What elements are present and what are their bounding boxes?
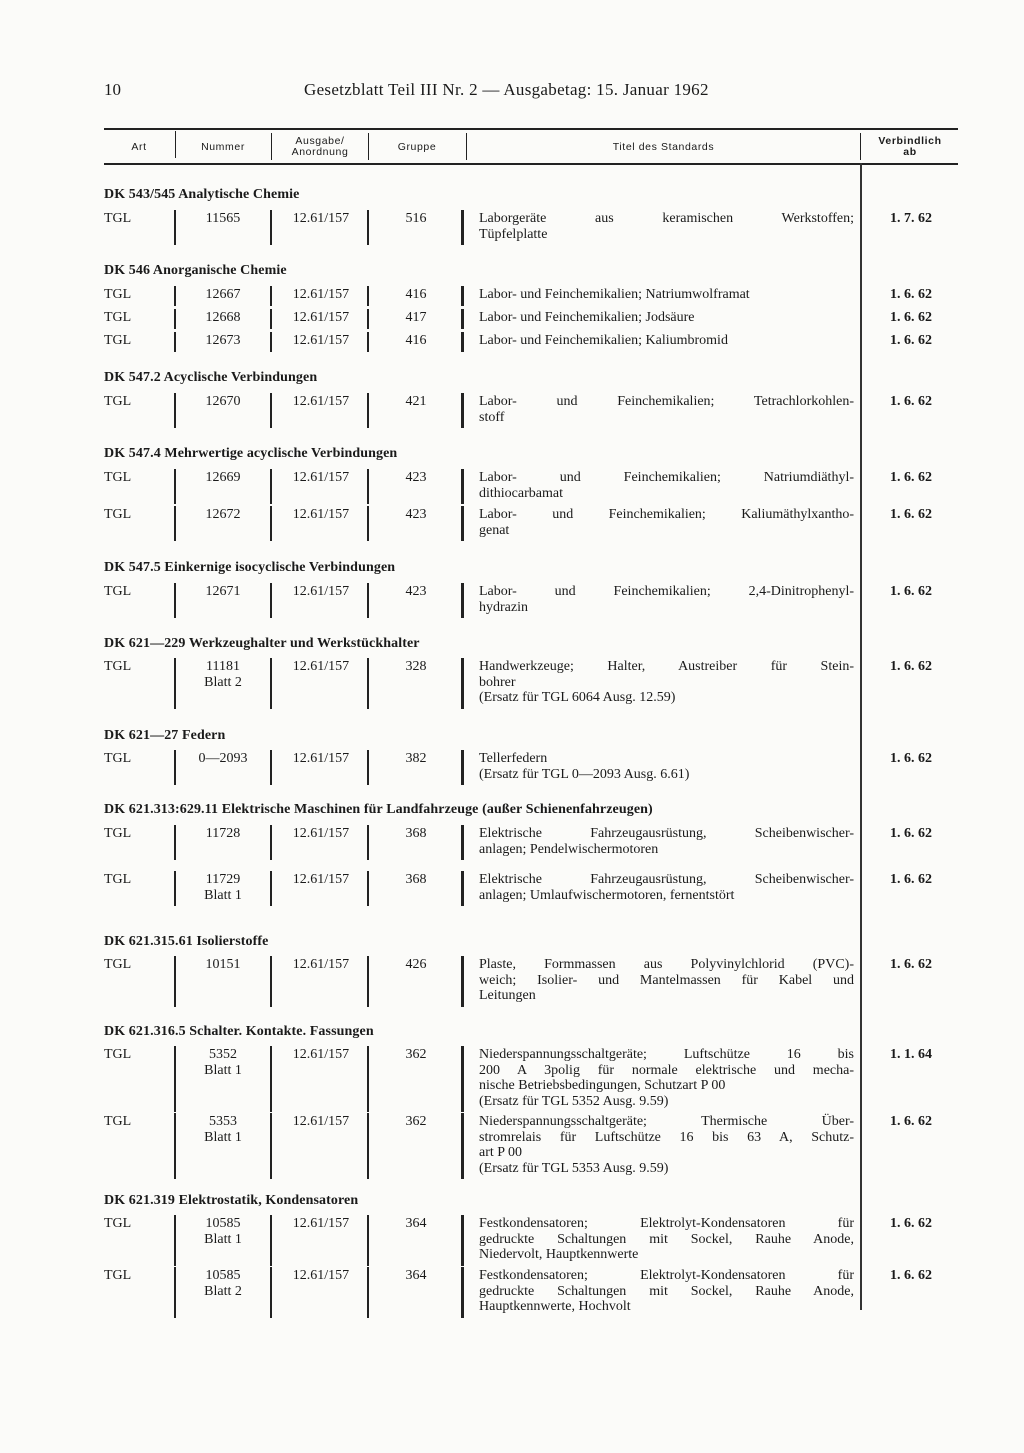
column-rule (174, 750, 176, 785)
verbindlich-column-rule (860, 163, 862, 1310)
art-cell: TGL (104, 584, 132, 599)
verbindlich-cell: 1. 6. 62 (890, 310, 932, 325)
titel-line: Niederspannungsschaltgeräte; Thermische Über- (479, 1114, 854, 1129)
verbindlich-cell: 1. 6. 62 (890, 872, 932, 887)
verbindlich-cell: 1. 7. 62 (890, 211, 932, 226)
ausgabe-cell: 12.61/157 (292, 872, 350, 887)
column-rule (461, 1046, 464, 1112)
titel-line: Festkondensatoren; Elektrolyt-Kondensatoren für (479, 1268, 854, 1283)
titel-cell (479, 826, 854, 857)
ausgabe-cell: 12.61/157 (292, 1114, 350, 1129)
column-header-titel: Titel des Standards (612, 140, 715, 153)
titel-line: Labor- und Feinchemikalien; Tetrachlorkohlen- (479, 394, 854, 409)
group-heading: DK 621.315.61 Isolierstoffe (104, 934, 269, 949)
gruppe-cell: 328 (405, 659, 427, 674)
verbindlich-cell: 1. 6. 62 (890, 394, 932, 409)
column-rule (174, 286, 176, 306)
gruppe-cell: 416 (405, 333, 427, 348)
column-rule (461, 332, 464, 352)
blatt-label: Blatt 2 (204, 1284, 242, 1299)
column-rule (174, 825, 176, 860)
column-rule (367, 956, 369, 1007)
gruppe-cell: 364 (405, 1268, 427, 1283)
blatt-label: Blatt 1 (204, 1063, 242, 1078)
column-rule (367, 393, 369, 428)
titel-line: Elektrische Fahrzeugausrüstung, Scheibenwischer- (479, 826, 854, 841)
verbindlich-cell: 1. 6. 62 (890, 826, 932, 841)
standard-number: 0—2093 (198, 751, 248, 766)
art-cell: TGL (104, 659, 132, 674)
gruppe-cell: 417 (405, 310, 427, 325)
art-cell: TGL (104, 1047, 132, 1062)
gruppe-cell: 516 (405, 211, 427, 226)
standard-number: 11728 (205, 826, 241, 841)
verbindlich-cell: 1. 6. 62 (890, 751, 932, 766)
column-header-verbindlich: Verbindlich ab (878, 135, 942, 158)
gruppe-cell: 364 (405, 1216, 427, 1231)
column-rule (174, 1267, 176, 1318)
nummer-cell (176, 394, 270, 410)
column-rule (270, 1215, 272, 1266)
nummer-cell (176, 211, 270, 227)
ausgabe-cell: 12.61/157 (292, 470, 350, 485)
group-heading: DK 547.4 Mehrwertige acyclische Verbindungen (104, 446, 398, 461)
titel-line: hydrazin (479, 599, 528, 615)
gruppe-cell: 362 (405, 1047, 427, 1062)
column-divider (860, 133, 861, 160)
nummer-cell (176, 872, 270, 904)
ausgabe-cell: 12.61/157 (292, 394, 350, 409)
column-rule (270, 825, 272, 860)
column-rule (270, 658, 272, 709)
column-rule (461, 1267, 464, 1318)
titel-line: genat (479, 522, 510, 538)
titel-line: Labor- und Feinchemikalien; 2,4-Dinitrophenyl- (479, 584, 854, 599)
column-rule (367, 1046, 369, 1112)
ausgabe-cell: 12.61/157 (292, 211, 350, 226)
verbindlich-cell: 1. 1. 64 (890, 1047, 932, 1062)
column-rule (174, 1215, 176, 1266)
nummer-cell (176, 507, 270, 523)
titel-cell (479, 394, 854, 425)
group-heading: DK 621—27 Federn (104, 728, 226, 743)
column-rule (461, 1215, 464, 1266)
column-rule (461, 393, 464, 428)
nummer-cell (176, 1047, 270, 1079)
gruppe-cell: 423 (405, 584, 427, 599)
standard-number: 5352 (209, 1047, 237, 1062)
column-rule (270, 210, 272, 245)
art-cell: TGL (104, 507, 132, 522)
column-rule (367, 506, 369, 541)
column-rule (270, 871, 272, 906)
standard-number: 10585 (205, 1216, 241, 1231)
art-cell: TGL (104, 872, 132, 887)
art-cell: TGL (104, 470, 132, 485)
art-cell: TGL (104, 957, 132, 972)
titel-line: Plaste, Formmassen aus Polyvinylchlorid (PVC)- (479, 957, 854, 972)
nummer-cell (176, 310, 270, 326)
titel-line: Festkondensatoren; Elektrolyt-Kondensatoren für (479, 1216, 854, 1231)
standard-number: 12671 (205, 584, 241, 599)
titel-line: (Ersatz für TGL 5353 Ausg. 9.59) (479, 1160, 669, 1176)
nummer-cell (176, 1114, 270, 1146)
column-rule (270, 286, 272, 306)
art-cell: TGL (104, 751, 132, 766)
ausgabe-cell: 12.61/157 (292, 287, 350, 302)
group-heading: DK 543/545 Analytische Chemie (104, 187, 300, 202)
ausgabe-cell: 12.61/157 (292, 826, 350, 841)
column-rule (174, 506, 176, 541)
titel-line: (Ersatz für TGL 5352 Ausg. 9.59) (479, 1093, 669, 1109)
titel-line: art P 00 (479, 1145, 523, 1160)
column-rule (461, 469, 464, 504)
blatt-label: Blatt 1 (204, 1130, 242, 1145)
group-heading: DK 621.319 Elektrostatik, Kondensatoren (104, 1193, 359, 1208)
verbindlich-cell: 1. 6. 62 (890, 507, 932, 522)
gruppe-cell: 368 (405, 826, 427, 841)
group-heading: DK 621—229 Werkzeughalter und Werkstückhalter (104, 636, 420, 651)
blatt-label: Blatt 2 (204, 675, 242, 690)
column-header-art: Art (131, 140, 147, 153)
ausgabe-cell: 12.61/157 (292, 957, 350, 972)
column-rule (367, 210, 369, 245)
verbindlich-cell: 1. 6. 62 (890, 333, 932, 348)
titel-line: Niedervolt, Hauptkennwerte (479, 1247, 639, 1262)
column-rule (367, 825, 369, 860)
nummer-cell (176, 1216, 270, 1248)
column-rule (461, 309, 464, 329)
group-heading: DK 546 Anorganische Chemie (104, 263, 287, 278)
column-rule (270, 469, 272, 504)
nummer-cell (176, 826, 270, 842)
standard-number: 11565 (205, 211, 241, 226)
column-rule (270, 332, 272, 352)
column-rule (461, 825, 464, 860)
column-rule (461, 286, 464, 306)
column-rule (367, 1215, 369, 1266)
standard-number: 11181 (206, 659, 240, 674)
titel-cell (479, 584, 854, 615)
column-rule (461, 750, 464, 785)
standard-number: 12668 (205, 310, 241, 325)
titel-cell (479, 287, 854, 303)
column-rule (174, 393, 176, 428)
titel-line: Labor- und Feinchemikalien; Natriumwolframat (479, 287, 750, 302)
column-header-nummer: Nummer (201, 140, 245, 153)
titel-cell (479, 507, 854, 538)
gruppe-cell: 426 (405, 957, 427, 972)
gruppe-cell: 382 (405, 751, 427, 766)
titel-line: bohrer (479, 674, 516, 690)
group-heading: DK 621.316.5 Schalter. Kontakte. Fassungen (104, 1024, 374, 1039)
column-rule (174, 1113, 176, 1179)
art-cell: TGL (104, 1216, 132, 1231)
ausgabe-cell: 12.61/157 (292, 507, 350, 522)
group-heading: DK 621.313:629.11 Elektrische Maschinen für Landfahrzeuge (außer Schienenfahrzeugen) (104, 802, 653, 817)
ausgabe-cell: 12.61/157 (292, 584, 350, 599)
titel-line: Labor- und Feinchemikalien; Natriumdiäthyl- (479, 470, 854, 485)
art-cell: TGL (104, 211, 132, 226)
column-header-gruppe: Gruppe (397, 140, 437, 153)
group-heading: DK 547.5 Einkernige isocyclische Verbindungen (104, 560, 396, 575)
column-rule (461, 956, 464, 1007)
titel-cell (479, 1047, 854, 1109)
art-cell: TGL (104, 333, 132, 348)
nummer-cell (176, 333, 270, 349)
column-rule (367, 1267, 369, 1318)
titel-line: anlagen; Umlaufwischermotoren, fernentstört (479, 887, 735, 903)
column-rule (461, 210, 464, 245)
verbindlich-cell: 1. 6. 62 (890, 584, 932, 599)
verbindlich-cell: 1. 6. 62 (890, 1216, 932, 1231)
column-header-ausgabe: Ausgabe/ Anordnung (291, 135, 349, 158)
nummer-cell (176, 751, 270, 767)
titel-line: gedruckte Schaltungen mit Sockel, Rauhe Anode, (479, 1283, 854, 1299)
column-rule (174, 1046, 176, 1112)
column-rule (367, 332, 369, 352)
column-rule (174, 210, 176, 245)
art-cell: TGL (104, 1114, 132, 1129)
column-rule (461, 871, 464, 906)
nummer-cell (176, 659, 270, 691)
column-rule (174, 871, 176, 906)
gruppe-cell: 423 (405, 507, 427, 522)
nummer-cell (176, 957, 270, 973)
titel-cell (479, 751, 854, 782)
art-cell: TGL (104, 287, 132, 302)
gruppe-cell: 421 (405, 394, 427, 409)
art-cell: TGL (104, 310, 132, 325)
titel-cell (479, 957, 854, 1004)
column-rule (367, 309, 369, 329)
ausgabe-cell: 12.61/157 (292, 659, 350, 674)
running-title: Gesetzblatt Teil III Nr. 2 — Ausgabetag: 15. Januar 1962 (304, 80, 709, 99)
column-rule (270, 1113, 272, 1179)
titel-cell (479, 1216, 854, 1263)
titel-cell (479, 470, 854, 501)
standard-number: 12667 (205, 287, 241, 302)
blatt-label: Blatt 1 (204, 1232, 242, 1247)
ausgabe-cell: 12.61/157 (292, 333, 350, 348)
standard-number: 12670 (205, 394, 241, 409)
column-rule (461, 583, 464, 618)
titel-line: nische Betriebsbedingungen, Schutzart P 00 (479, 1078, 726, 1093)
column-rule (461, 506, 464, 541)
column-rule (270, 583, 272, 618)
titel-line: Elektrische Fahrzeugausrüstung, Scheibenwischer- (479, 872, 854, 887)
titel-cell (479, 310, 854, 326)
titel-cell (479, 1114, 854, 1176)
ausgabe-cell: 12.61/157 (292, 1216, 350, 1231)
standard-number: 12673 (205, 333, 241, 348)
verbindlich-cell: 1. 6. 62 (890, 287, 932, 302)
standard-number: 11729 (205, 872, 241, 887)
column-rule (270, 956, 272, 1007)
ausgabe-cell: 12.61/157 (292, 1047, 350, 1062)
column-rule (367, 750, 369, 785)
column-rule (270, 1046, 272, 1112)
titel-line: stoff (479, 409, 505, 425)
gruppe-cell: 368 (405, 872, 427, 887)
verbindlich-cell: 1. 6. 62 (890, 957, 932, 972)
verbindlich-cell: 1. 6. 62 (890, 1114, 932, 1129)
titel-cell (479, 1268, 854, 1315)
titel-cell (479, 211, 854, 242)
titel-cell (479, 333, 854, 349)
nummer-cell (176, 287, 270, 303)
nummer-cell (176, 584, 270, 600)
column-rule (367, 1113, 369, 1179)
titel-line: Tellerfedern (479, 751, 548, 766)
titel-line: Leitungen (479, 988, 536, 1003)
nummer-cell (176, 1268, 270, 1300)
column-rule (461, 1113, 464, 1179)
column-rule (461, 658, 464, 709)
verbindlich-cell: 1. 6. 62 (890, 470, 932, 485)
column-rule (367, 658, 369, 709)
art-cell: TGL (104, 394, 132, 409)
gruppe-cell: 423 (405, 470, 427, 485)
gruppe-cell: 416 (405, 287, 427, 302)
titel-cell (479, 872, 854, 903)
nummer-cell (176, 470, 270, 486)
column-rule (367, 871, 369, 906)
standard-number: 5353 (209, 1114, 237, 1129)
titel-line: Labor- und Feinchemikalien; Jodsäure (479, 310, 695, 325)
page-number: 10 (104, 80, 121, 99)
art-cell: TGL (104, 826, 132, 841)
table-header-rule (104, 163, 958, 165)
group-heading: DK 547.2 Acyclische Verbindungen (104, 370, 318, 385)
column-rule (270, 393, 272, 428)
titel-line: (Ersatz für TGL 0—2093 Ausg. 6.61) (479, 766, 690, 782)
column-rule (270, 309, 272, 329)
column-rule (174, 956, 176, 1007)
titel-line: Labor- und Feinchemikalien; Kaliumbromid (479, 333, 728, 348)
column-rule (174, 469, 176, 504)
column-rule (367, 469, 369, 504)
verbindlich-cell: 1. 6. 62 (890, 1268, 932, 1283)
ausgabe-cell: 12.61/157 (292, 310, 350, 325)
titel-line: anlagen; Pendelwischermotoren (479, 841, 659, 857)
titel-line: 200 A 3polig für normale elektrische und mecha- (479, 1062, 854, 1078)
column-rule (174, 583, 176, 618)
titel-line: weich; Isolier- und Mantelmassen für Kabel und (479, 972, 854, 988)
column-rule (270, 750, 272, 785)
ausgabe-cell: 12.61/157 (292, 751, 350, 766)
column-rule (174, 309, 176, 329)
standard-number: 10585 (205, 1268, 241, 1283)
ausgabe-cell: 12.61/157 (292, 1268, 350, 1283)
titel-line: (Ersatz für TGL 6064 Ausg. 12.59) (479, 690, 676, 705)
titel-line: Labor- und Feinchemikalien; Kaliumäthylxantho- (479, 507, 854, 522)
standard-number: 12672 (205, 507, 241, 522)
titel-cell (479, 659, 854, 706)
column-rule (270, 1267, 272, 1318)
titel-line: Handwerkzeuge; Halter, Austreiber für Stein- (479, 659, 854, 674)
standard-number: 10151 (205, 957, 241, 972)
column-rule (367, 286, 369, 306)
column-rule (367, 583, 369, 618)
titel-line: Laborgeräte aus keramischen Werkstoffen; (479, 211, 854, 226)
column-rule (174, 332, 176, 352)
gruppe-cell: 362 (405, 1114, 427, 1129)
titel-line: Hauptkennwerte, Hochvolt (479, 1299, 631, 1314)
titel-line: Tüpfelplatte (479, 226, 548, 242)
titel-line: gedruckte Schaltungen mit Sockel, Rauhe Anode, (479, 1231, 854, 1247)
art-cell: TGL (104, 1268, 132, 1283)
titel-line: dithiocarbamat (479, 485, 563, 501)
column-rule (270, 506, 272, 541)
column-rule (174, 658, 176, 709)
titel-line: Niederspannungsschaltgeräte; Luftschütze 16 bis (479, 1047, 854, 1062)
titel-line: stromrelais für Luftschütze 16 bis 63 A, Schutz- (479, 1129, 854, 1145)
verbindlich-cell: 1. 6. 62 (890, 659, 932, 674)
blatt-label: Blatt 1 (204, 888, 242, 903)
standard-number: 12669 (205, 470, 241, 485)
